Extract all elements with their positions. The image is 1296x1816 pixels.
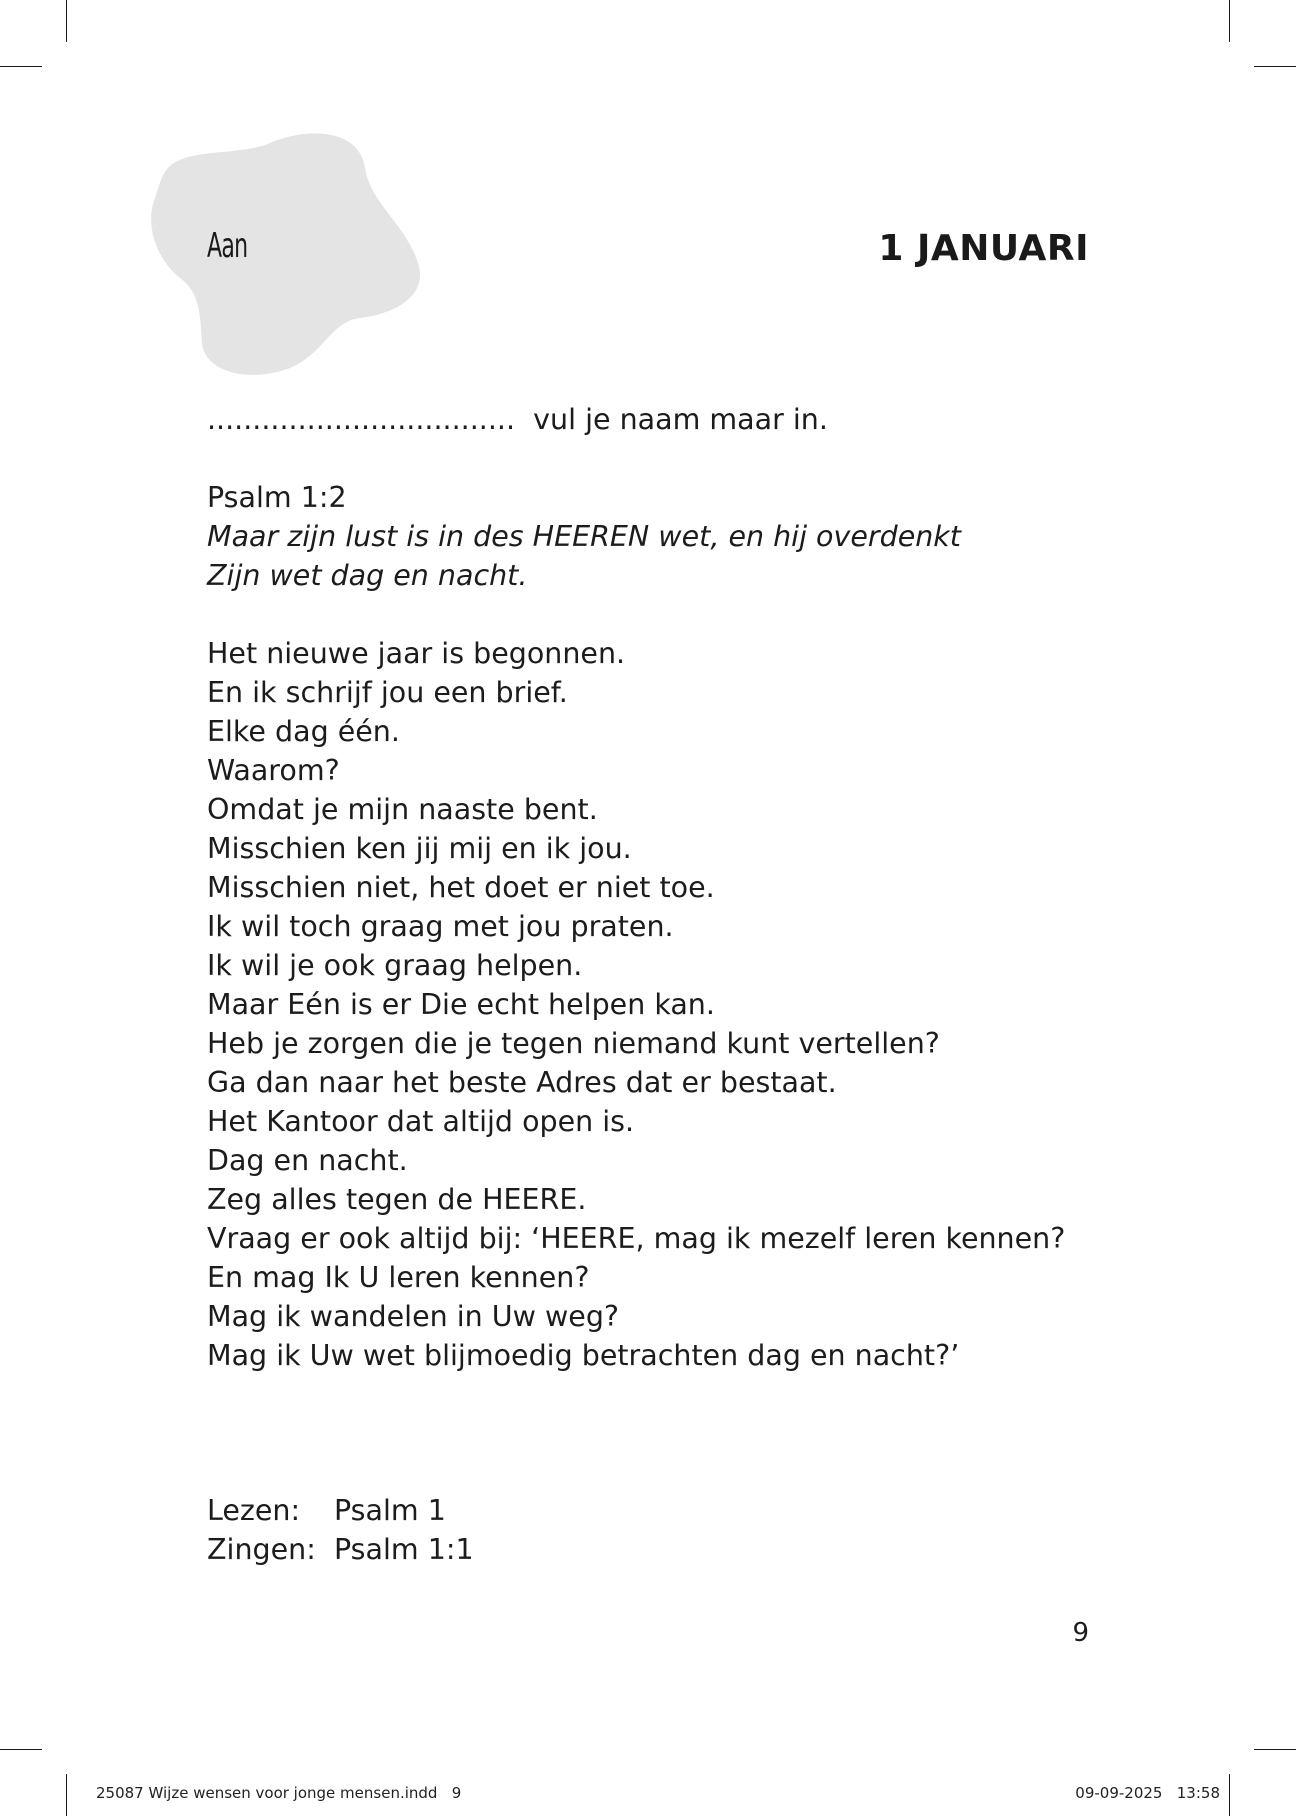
page-number: 9	[1072, 1618, 1089, 1648]
letter-line: Zeg alles tegen de HEERE.	[207, 1183, 587, 1216]
crop-mark	[1229, 1774, 1230, 1816]
slug-timestamp: 09-09-2025 13:58	[1075, 1784, 1220, 1802]
letter-line: Vraag er ook altijd bij: ‘HEERE, mag ik mezelf leren kennen?	[207, 1222, 1066, 1255]
read-row	[207, 1491, 474, 1530]
sing-row	[207, 1530, 474, 1569]
verse-reference: Psalm 1:2	[207, 481, 347, 514]
letter-line: En mag Ik U leren kennen?	[207, 1261, 590, 1294]
letter-line: Omdat je mijn naaste bent.	[207, 793, 598, 826]
letter-line: Het nieuwe jaar is begonnen.	[207, 637, 626, 670]
read-value: Psalm 1	[334, 1494, 446, 1527]
sing-value: Psalm 1:1	[334, 1533, 474, 1566]
name-instruction: vul je naam maar in.	[533, 403, 828, 436]
crop-mark	[1229, 0, 1230, 42]
letter-line: Maar Eén is er Die echt helpen kan.	[207, 988, 715, 1021]
page-title-date: 1 JANUARI	[878, 228, 1089, 269]
letter-text	[207, 634, 1107, 1375]
letter-line: Waarom?	[207, 754, 340, 787]
reading-references	[207, 1491, 474, 1569]
letter-line: Mag ik Uw wet blijmoedig betrachten dag en nacht?’	[207, 1339, 960, 1372]
letter-line: Ik wil je ook graag helpen.	[207, 949, 583, 982]
letter-line: Heb je zorgen die je tegen niemand kunt vertellen?	[207, 1027, 940, 1060]
decorative-blob	[150, 128, 430, 378]
letter-line: Misschien niet, het doet er niet toe.	[207, 871, 715, 904]
sing-label: Zingen:	[207, 1533, 316, 1566]
letter-line: Het Kantoor dat altijd open is.	[207, 1105, 635, 1138]
letter-line: Elke dag één.	[207, 715, 400, 748]
verse-line: Maar zijn lust is in des HEEREN wet, en hij overdenkt	[207, 520, 961, 553]
crop-mark	[66, 0, 67, 42]
name-fill-line	[207, 400, 1107, 439]
slug-filename: 25087 Wijze wensen voor jonge mensen.indd 9	[96, 1784, 462, 1802]
crop-mark	[1254, 1749, 1296, 1750]
letter-line: Dag en nacht.	[207, 1144, 408, 1177]
letter-line: Mag ik wandelen in Uw weg?	[207, 1300, 620, 1333]
letter-line: Misschien ken jij mij en ik jou.	[207, 832, 632, 865]
crop-mark	[66, 1774, 67, 1816]
letter-line: En ik schrijf jou een brief.	[207, 676, 568, 709]
letter-line: Ga dan naar het beste Adres dat er bestaat.	[207, 1066, 837, 1099]
blob-shape	[151, 133, 420, 374]
letter-line: Ik wil toch graag met jou praten.	[207, 910, 674, 943]
recipient-label: Aan	[207, 226, 248, 266]
name-blank: ..................................	[207, 403, 516, 436]
verse-line: Zijn wet dag en nacht.	[207, 559, 528, 592]
crop-mark	[0, 66, 42, 67]
read-label: Lezen:	[207, 1494, 301, 1527]
crop-mark	[0, 1749, 42, 1750]
crop-mark	[1254, 66, 1296, 67]
letter-body	[207, 400, 1107, 1375]
bible-verse	[207, 478, 1107, 595]
